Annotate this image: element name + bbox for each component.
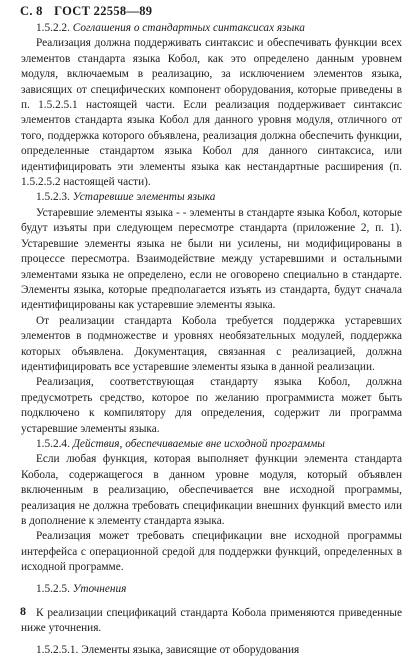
paragraph: Если любая функция, которая выполняет функции элемента стандарта Кобола, содержащегося в данном уровне модуля, который объявлен включенным в реализацию, обеспечивается вне исходной программы, реализация не должна требовать спецификации внешних функций вместо или в дополнение к элементу стандарта языка. [21,453,402,527]
paragraph: К реализации спецификаций стандарта Кобола применяются приведенные ниже уточнения. [21,607,402,635]
section-heading-1-5-2-5 [21,582,402,597]
section-number: 1.5.2.4. [36,437,70,450]
section-title: Уточнения [72,582,127,595]
header-page-label: С. 8 [20,4,43,18]
paragraph: Реализация, соответствующая стандарту языка Кобол, должна предусмотреть средство, которое по желанию программиста может быть подключено к компилятору для определения, содержит ли программа устаревшие элементы языка. [21,376,402,435]
section-title: Устаревшие элементы языка [72,191,216,204]
section-title: Соглашения о стандартных синтаксисах языка [72,22,305,34]
paragraph: Реализация должна поддерживать синтаксис и обеспечивать функции всех элементов стандарта языка Кобол, как это определено данным уровнем модуля, включаемым в реализацию, за исключением элементов языка, зависящих от специфических компонент оборудования, которые приведены в п. 1.5.2.5.1 настоящей части. Если реализация поддерживает синтаксис элементов стандарта языка Кобол для данного уровня модуля, отличного от того, поддержка которого объявлена, реализация должна обеспечить функции, определенные стандартом языка Кобол для данного синтаксиса, или идентифицировать эти элементы языка как нестандартные расширения (п. 1.5.2.5.2 настоящей части). [21,37,402,189]
section-title: Действия, обеспечиваемые вне исходной программы [72,437,325,450]
section-heading-1-5-2-3 [21,190,402,205]
header-standard-id: ГОСТ 22558—89 [54,4,153,18]
section-heading-1-5-2-2 [21,21,402,36]
section-heading-1-5-2-4 [21,437,402,452]
section-number: 1.5.2.3. [36,191,70,204]
page-header [20,4,160,19]
page-number: 8 [20,604,26,618]
paragraph: Реализация может требовать спецификации вне исходной программы интерфейса с операционной средой для поддержки функций, определенных в исходной программе. [21,530,402,574]
paragraph: От реализации стандарта Кобола требуется поддержка устаревших элементов в подмножестве и уровнях необязательных модулей, поддержка которых объявлена. Документация, связанная с реализацией, должна идентифицировать все устаревшие элементы языка в данной реализации. [21,314,402,373]
section-number: 1.5.2.5. [36,582,70,595]
section-number: 1.5.2.2. [36,22,70,34]
subsection-heading-1-5-2-5-1: 1.5.2.5.1. Элементы языка, зависящие от оборудования [36,643,300,656]
document-body [21,21,402,658]
paragraph: Устаревшие элементы языка - - элементы в стандарте языка Кобол, которые будут изъяты при следующем пересмотре стандарта (приложение 2, п. 1). Устаревшие элементы языка не были ни усилены, ни модифицированы в процессе пересмотра. Взаимодействие между устаревшими и остальными элементами языка не определено, если не оговорено специально в стандарте. Элементы языка, которые предполагается изъять из стандарта, будут сначала идентифицированы как устаревшие элементы языка. [21,206,402,312]
